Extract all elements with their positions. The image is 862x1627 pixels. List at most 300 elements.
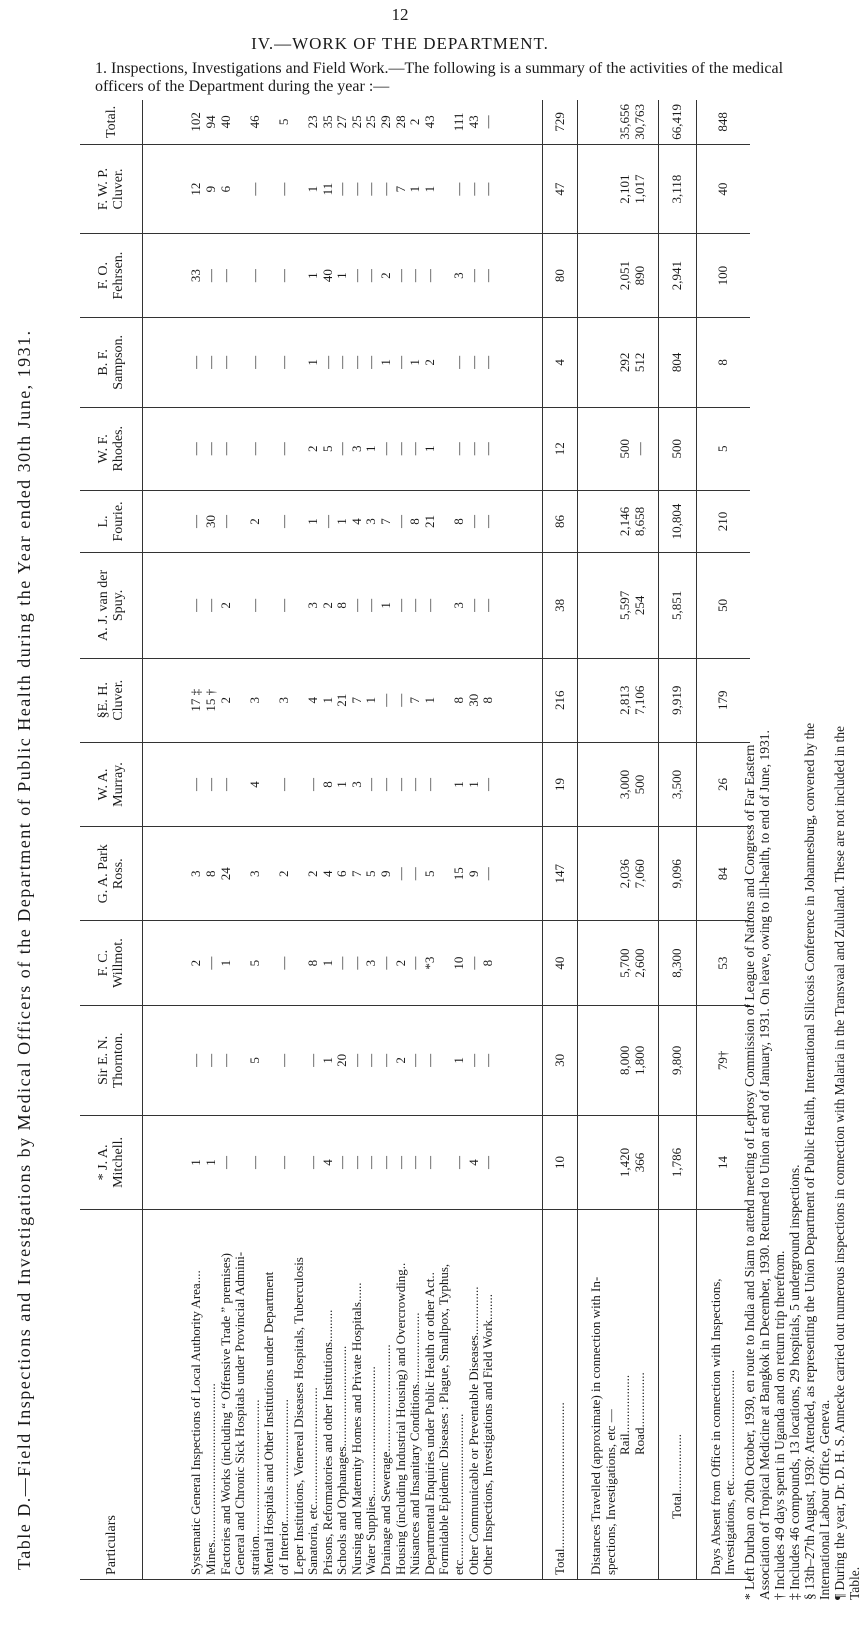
table-cell: — xyxy=(421,269,437,283)
page-number: 12 xyxy=(391,5,409,24)
table-cell: 3 xyxy=(451,602,467,609)
table-cell: — xyxy=(246,269,262,283)
table-cell: 40 xyxy=(543,921,578,1005)
table-cell: — xyxy=(451,1155,467,1169)
table-cell: — xyxy=(246,355,262,369)
table-cell: 3,118 xyxy=(659,144,696,233)
activity-label: Formidable Epidemic Diseases : Plague, Smallpox, Typhus, xyxy=(436,1263,452,1575)
table-cell: 21 xyxy=(334,693,350,707)
table-cell: *3 xyxy=(421,956,437,970)
table-cell: 14 xyxy=(696,1115,750,1209)
officer-activity-values xyxy=(143,234,543,318)
officer-activity-values xyxy=(143,100,543,144)
table-cell xyxy=(233,238,248,313)
table-cell: — xyxy=(305,1053,321,1067)
total-row xyxy=(543,100,578,1580)
table-cell: 8,300 xyxy=(659,921,696,1005)
table-cell xyxy=(292,238,307,313)
table-cell: 12 xyxy=(543,407,578,490)
table-cell xyxy=(262,663,277,738)
table-cell: — xyxy=(480,442,496,456)
table-cell: 3 xyxy=(363,518,379,525)
table-cell: 12 xyxy=(188,182,204,196)
activity-label: General and Chronic Sick Hospitals under Provincial Admini- xyxy=(232,1251,248,1575)
table-cell: — xyxy=(407,867,423,881)
table-cell: — xyxy=(246,182,262,196)
table-cell xyxy=(233,747,248,822)
table-cell: — xyxy=(334,1155,350,1169)
table-cell: 2 xyxy=(392,1057,408,1064)
table-cell: 38 xyxy=(543,553,578,658)
table-cell xyxy=(233,557,248,653)
road-value: 366 xyxy=(631,1152,647,1173)
activity-label: Leper Institutions, Venereal Diseases Hospitals, Tuberculosis xyxy=(290,1257,306,1575)
footnotes-container xyxy=(742,700,862,1600)
officer-header: F. C. Willmot. xyxy=(80,921,143,1005)
rail-value: 292 xyxy=(617,352,633,373)
table-cell: — xyxy=(202,355,218,369)
table-cell: — xyxy=(305,778,321,792)
table-cell: — xyxy=(363,598,379,612)
table-cell: 43 xyxy=(421,115,437,129)
table-cell: — xyxy=(392,1155,408,1169)
table-cell: — xyxy=(480,115,496,129)
table-cell: — xyxy=(188,778,204,792)
table-cell: — xyxy=(465,1053,481,1067)
table-cell: — xyxy=(465,355,481,369)
road-value: 2,600 xyxy=(631,948,647,978)
intro-paragraph: 1. Inspections, Investigations and Field Work.—The following is a summary of the activities of the medical officers of the Department during the year :— xyxy=(95,60,784,95)
table-cell: — xyxy=(465,956,481,970)
table-cell: 3 xyxy=(246,697,262,704)
table-cell: — xyxy=(246,442,262,456)
table-cell: 4 xyxy=(465,1159,481,1166)
rail-value: 2,813 xyxy=(617,685,633,715)
table-cell: 5 xyxy=(363,870,379,878)
road-value: — xyxy=(631,442,647,456)
table-cell: 2 xyxy=(421,359,437,366)
table-cell: — xyxy=(202,598,218,612)
road-value: 8,658 xyxy=(631,506,647,537)
table-cell: — xyxy=(392,867,408,881)
table-cell: 1 xyxy=(378,359,394,366)
table-cell: — xyxy=(363,1053,379,1067)
table-cell xyxy=(262,1120,277,1205)
table-cell xyxy=(292,322,307,403)
table-cell: — xyxy=(275,442,291,456)
table-cell xyxy=(233,663,248,738)
table-cell: — xyxy=(465,442,481,456)
table-cell: — xyxy=(392,269,408,283)
table-cell: 43 xyxy=(465,115,481,129)
table-cell: — xyxy=(188,442,204,456)
table-cell xyxy=(437,747,452,822)
table-cell: 2 xyxy=(188,959,204,967)
rail-value: 1,420 xyxy=(617,1147,633,1178)
activity-label: stration.......................................... xyxy=(246,1399,262,1575)
table-cell: — xyxy=(407,1053,423,1067)
table-cell xyxy=(233,1010,248,1111)
table-cell: 8 xyxy=(480,959,496,967)
table-cell: 804 xyxy=(659,317,696,407)
table-cell: 25 xyxy=(363,115,379,129)
table-cell: 3 xyxy=(275,697,291,704)
table-cell xyxy=(437,238,452,313)
table-cell xyxy=(292,663,307,738)
table-cell: — xyxy=(480,514,496,528)
table-cell: 3 xyxy=(451,272,467,279)
table-cell: 1 xyxy=(421,185,437,193)
table-cell: — xyxy=(275,355,291,369)
activity-label: Mental Hospitals and Other Institutions under Department xyxy=(261,1271,277,1575)
table-cell: — xyxy=(392,778,408,792)
table-cell: — xyxy=(334,956,350,970)
table-cell xyxy=(233,412,248,486)
table-cell: 500 xyxy=(659,407,696,490)
table-cell xyxy=(292,412,307,486)
table-cell: 28 xyxy=(392,115,408,129)
activity-label: Nuisances and Insanitary Conditions...................... xyxy=(407,1312,423,1575)
officer-header: L. Fourie. xyxy=(80,490,143,553)
table-cell: — xyxy=(217,514,233,528)
table-cell: 4 xyxy=(319,1159,335,1166)
activity-label: Schools and Orphanages............................... xyxy=(334,1345,350,1575)
officer-activity-values xyxy=(143,921,543,1005)
table-cell: — xyxy=(275,182,291,196)
table-cell: 47 xyxy=(543,144,578,233)
table-cell: 11 xyxy=(319,182,335,196)
officer-activity-values xyxy=(143,490,543,553)
table-cell: — xyxy=(480,182,496,196)
officer-header: W. A. Murray. xyxy=(80,742,143,826)
table-cell: 26 xyxy=(696,742,750,826)
road-label: Road................. xyxy=(631,1372,647,1455)
table-cell: 4 xyxy=(348,518,364,525)
rotated-table-container xyxy=(80,100,750,1580)
table-cell: 80 xyxy=(543,234,578,318)
table-cell: — xyxy=(407,1155,423,1169)
table-cell: 79† xyxy=(696,1005,750,1115)
table-cell xyxy=(233,1120,248,1205)
table-cell: 20 xyxy=(334,1053,350,1067)
activity-label: Housing (including Industrial Housing) and Overcrowding.. xyxy=(392,1262,408,1575)
table-cell: — xyxy=(217,355,233,369)
table-cell: 102 xyxy=(188,112,204,132)
table-cell: — xyxy=(275,956,291,970)
activity-label: etc............................................. xyxy=(451,1413,467,1575)
table-cell: 1 xyxy=(217,959,233,967)
table-cell: — xyxy=(202,269,218,283)
table-cell: — xyxy=(348,355,364,369)
table-cell: 3 xyxy=(188,870,204,878)
table-cell xyxy=(292,747,307,822)
table-cell: 15 xyxy=(451,867,467,881)
table-cell: — xyxy=(275,778,291,792)
table-cell: 1 xyxy=(451,1057,467,1064)
distance-cell xyxy=(578,658,659,742)
table-cell: — xyxy=(407,778,423,792)
table-cell: 216 xyxy=(543,658,578,742)
table-cell: 2 xyxy=(246,518,262,525)
table-cell xyxy=(262,238,277,313)
road-value: 500 xyxy=(631,774,647,795)
table-cell: 33 xyxy=(188,269,204,283)
distance-total-row xyxy=(659,100,696,1580)
table-cell: 5 xyxy=(421,870,437,878)
table-cell: 3 xyxy=(305,602,321,609)
distance-total-label: Total.................. xyxy=(659,1210,696,1580)
activity-label: Departmental Enquiries under Public Health or other Act.. xyxy=(421,1272,437,1575)
table-cell: — xyxy=(188,355,204,369)
activity-label: Nursing and Maternity Homes and Private Hospitals...... xyxy=(348,1282,364,1575)
distance-labels xyxy=(578,1210,659,1580)
table-cell: — xyxy=(319,514,335,528)
rail-value: 2,051 xyxy=(617,260,633,291)
table-cell xyxy=(262,412,277,486)
officer-activity-values xyxy=(143,1005,543,1115)
table-cell xyxy=(292,149,307,229)
table-cell: 9 xyxy=(202,185,218,193)
table-cell: 2,941 xyxy=(659,234,696,318)
table-cell xyxy=(262,925,277,1000)
footnotes xyxy=(742,700,862,1600)
table-cell xyxy=(437,663,452,738)
table-cell: — xyxy=(188,1053,204,1067)
table-cell: — xyxy=(217,269,233,283)
table-cell xyxy=(437,925,452,1000)
table-cell: — xyxy=(480,778,496,792)
distance-cell xyxy=(578,407,659,490)
table-cell: — xyxy=(378,693,394,707)
table-cell: — xyxy=(275,1053,291,1067)
table-cell xyxy=(437,104,452,140)
table-cell: — xyxy=(348,1155,364,1169)
road-value: 7,060 xyxy=(631,859,647,889)
officer-activity-values xyxy=(143,827,543,921)
table-cell: — xyxy=(392,598,408,612)
table-cell: 147 xyxy=(543,827,578,921)
table-cell: — xyxy=(378,1155,394,1169)
table-cell xyxy=(437,412,452,486)
table-cell: 94 xyxy=(202,115,218,129)
table-cell: — xyxy=(407,956,423,970)
officer-activity-values xyxy=(143,144,543,233)
activity-label: Systematic General Inspections of Local Authority Area.... xyxy=(188,1270,204,1575)
table-cell: — xyxy=(465,598,481,612)
table-cell xyxy=(262,149,277,229)
road-value: 512 xyxy=(631,352,647,373)
table-cell: 2 xyxy=(392,959,408,967)
table-cell: 3 xyxy=(348,781,364,788)
table-cell: — xyxy=(363,778,379,792)
table-cell: 2 xyxy=(378,272,394,279)
table-cell: 30 xyxy=(543,1005,578,1115)
table-cell: 9,096 xyxy=(659,827,696,921)
table-cell: — xyxy=(363,1155,379,1169)
table-cell xyxy=(437,557,452,653)
distance-cell xyxy=(578,1115,659,1209)
table-cell: — xyxy=(217,442,233,456)
table-cell: 1 xyxy=(319,697,335,704)
distance-cell xyxy=(578,921,659,1005)
activity-label: of Interior...................................... xyxy=(275,1399,291,1575)
table-cell: — xyxy=(480,1155,496,1169)
officer-activity-values xyxy=(143,658,543,742)
table-cell xyxy=(292,1120,307,1205)
table-cell: — xyxy=(188,514,204,528)
table-cell: 4 xyxy=(246,781,262,788)
table-cell: 23 xyxy=(305,115,321,129)
officer-header: A. J. van der Spuy. xyxy=(80,553,143,658)
officer-activity-values xyxy=(143,742,543,826)
table-cell: — xyxy=(421,778,437,792)
table-cell: 1 xyxy=(363,445,379,453)
table-cell: 3,500 xyxy=(659,742,696,826)
table-cell: 50 xyxy=(696,553,750,658)
table-cell: 1 xyxy=(407,185,423,193)
table-cell: — xyxy=(348,269,364,283)
table-cell: — xyxy=(392,514,408,528)
particulars-header: Particulars xyxy=(80,1210,143,1580)
table-cell: 1 xyxy=(305,272,321,279)
table-cell: — xyxy=(217,1155,233,1169)
table-cell: 8 xyxy=(451,697,467,704)
rail-value: 2,146 xyxy=(617,506,633,537)
table-cell: 210 xyxy=(696,490,750,553)
table-cell xyxy=(292,831,307,916)
rail-value: 2,101 xyxy=(617,174,633,204)
table-cell: 1 xyxy=(319,1057,335,1064)
table-cell: 66,419 xyxy=(659,100,696,144)
activity-label: Mines................................................. xyxy=(202,1383,218,1575)
distance-cell xyxy=(578,234,659,318)
table-cell: — xyxy=(363,269,379,283)
table-cell xyxy=(437,831,452,916)
officer-header: F. O. Fehrsen. xyxy=(80,234,143,318)
footnote: * Left Durban on 20th October, 1930, en route to India and Siam to attend meeting of Leprosy Commission of League of Nations and Congress of Far Eastern Association of Tropical Medicine at Bangkok in December, 1930. Returned to Union at end of January, 1931. On leave, owing to ill-health, to end of June, 1931. xyxy=(742,730,772,1600)
distance-cell xyxy=(578,144,659,233)
officer-activity-values xyxy=(143,407,543,490)
table-cell: — xyxy=(451,182,467,196)
table-cell: 8 xyxy=(451,518,467,525)
road-value: 890 xyxy=(631,265,647,286)
table-cell: — xyxy=(275,269,291,283)
officer-header: G. A. Park Ross. xyxy=(80,827,143,921)
activity-label: Other Communicable or Preventable Diseases............... xyxy=(465,1286,481,1575)
table-cell: 29 xyxy=(378,115,394,129)
table-cell: — xyxy=(246,598,262,612)
table-cell: — xyxy=(465,269,481,283)
table-cell: 9 xyxy=(465,870,481,878)
table-cell xyxy=(262,831,277,916)
table-cell: — xyxy=(480,355,496,369)
table-cell: 8 xyxy=(480,697,496,704)
table-cell: 5,851 xyxy=(659,553,696,658)
table-cell xyxy=(292,104,307,140)
table-cell: 848 xyxy=(696,100,750,144)
table-cell: 1 xyxy=(451,781,467,788)
table-cell: 8 xyxy=(319,781,335,788)
table-cell: — xyxy=(348,182,364,196)
table-cell xyxy=(437,322,452,403)
table-cell: 5 xyxy=(246,959,262,967)
table-cell: 30 xyxy=(465,693,481,707)
table-cell: — xyxy=(334,355,350,369)
table-cell: — xyxy=(202,442,218,456)
officer-header: Sir E. N. Thornton. xyxy=(80,1005,143,1115)
table-cell: — xyxy=(217,778,233,792)
table-cell: 25 xyxy=(348,115,364,129)
table-cell: 1 xyxy=(305,185,321,193)
table-cell: 5 xyxy=(246,1057,262,1064)
table-cell: — xyxy=(480,867,496,881)
activity-label: Water Supplies........................................ xyxy=(363,1366,379,1575)
distance-label-1: Distances Travelled (approximate) in connection with In- xyxy=(588,1276,604,1575)
table-cell: 1 xyxy=(378,602,394,609)
road-value: 30,763 xyxy=(631,104,647,140)
table-cell: 40 xyxy=(696,144,750,233)
road-value: 1,017 xyxy=(631,174,647,204)
days-label-2: Investigations, etc.................................. xyxy=(722,1369,738,1575)
officer-header: B. F. Sampson. xyxy=(80,317,143,407)
rail-value: 8,000 xyxy=(617,1045,633,1075)
table-cell: — xyxy=(275,598,291,612)
table-cell: 6 xyxy=(334,870,350,878)
days-label-1: Days Absent from Office in connection with Inspections, xyxy=(707,1278,723,1575)
officer-header: F. W. P. Cluver. xyxy=(80,144,143,233)
distance-label-2: spections, Investigations, etc — xyxy=(602,1409,618,1575)
table-cell: 15 † xyxy=(202,688,218,712)
table-cell: — xyxy=(378,956,394,970)
officer-activity-values xyxy=(143,553,543,658)
table-cell: 8 xyxy=(407,518,423,525)
table-cell: — xyxy=(202,956,218,970)
table-cell: 7 xyxy=(348,697,364,704)
table-cell: 53 xyxy=(696,921,750,1005)
activity-label: Sanatoria, etc.................................... xyxy=(305,1387,321,1575)
table-cell xyxy=(262,322,277,403)
table-cell: 7 xyxy=(407,697,423,704)
activity-label: Other Inspections, Investigations and Field Work........ xyxy=(480,1293,496,1575)
rail-value: 2,036 xyxy=(617,859,633,889)
table-cell xyxy=(233,149,248,229)
table-cell: 7 xyxy=(348,870,364,878)
table-cell: 4 xyxy=(305,697,321,704)
activities-row xyxy=(143,100,543,1580)
table-cell: 5 xyxy=(275,118,291,126)
table-cell: 2 xyxy=(275,870,291,878)
table-cell: 46 xyxy=(246,115,262,129)
table-cell: 1 xyxy=(319,959,335,967)
table-cell: 1 xyxy=(305,359,321,366)
table-cell: 1 xyxy=(188,1159,204,1166)
officer-header: * J. A. Mitchell. xyxy=(80,1115,143,1209)
table-cell: — xyxy=(275,514,291,528)
table-cell: — xyxy=(334,182,350,196)
activity-label: Factories and Works (including “ Offensive Trade ” premises) xyxy=(217,1253,233,1575)
table-cell: 21 xyxy=(421,514,437,528)
table-cell: — xyxy=(407,442,423,456)
table-cell: 2 xyxy=(217,602,233,609)
table-cell: 729 xyxy=(543,100,578,144)
table-cell: 8 xyxy=(696,317,750,407)
distance-cell xyxy=(578,827,659,921)
table-cell xyxy=(437,1010,452,1111)
table-cell: — xyxy=(378,778,394,792)
footnote: † Includes 49 days spent in Uganda and on return trip therefrom. xyxy=(772,1250,787,1600)
table-cell: — xyxy=(246,1155,262,1169)
distance-cell xyxy=(578,100,659,144)
